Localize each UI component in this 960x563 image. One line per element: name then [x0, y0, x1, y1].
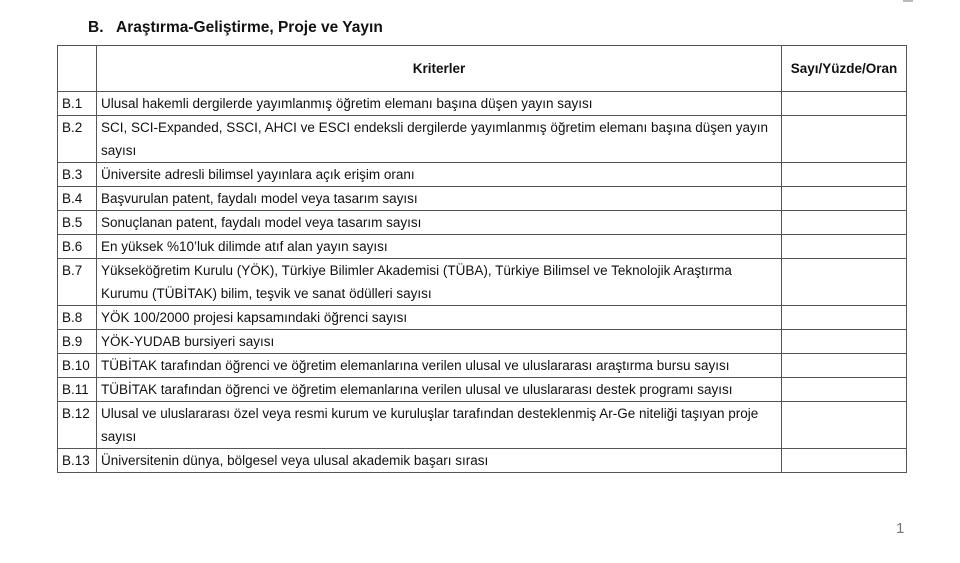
criteria-table: [57, 45, 907, 473]
header-row: [58, 46, 907, 92]
table-row: [58, 211, 907, 235]
row-criterion: En yüksek %10’luk dilimde atıf alan yayın sayısı: [97, 235, 782, 259]
table-row: [58, 402, 907, 449]
row-criterion: Sonuçlanan patent, faydalı model veya tasarım sayısı: [97, 211, 782, 235]
row-criterion: Üniversitenin dünya, bölgesel veya ulusal akademik başarı sırası: [97, 449, 782, 473]
row-id: B.5: [58, 211, 97, 235]
row-criterion: YÖK 100/2000 projesi kapsamındaki öğrenci sayısı: [97, 306, 782, 330]
table-row: [58, 235, 907, 259]
table-row: [58, 449, 907, 473]
row-value[interactable]: [782, 354, 907, 378]
table-row: [58, 306, 907, 330]
row-value[interactable]: [782, 259, 907, 306]
table-row: [58, 116, 907, 163]
row-id: B.2: [58, 116, 97, 163]
row-id: B.6: [58, 235, 97, 259]
table-row: [58, 92, 907, 116]
table-row: [58, 163, 907, 187]
section-title: Araştırma-Geliştirme, Proje ve Yayın: [116, 19, 383, 36]
section-number: B.: [88, 19, 104, 36]
row-value[interactable]: [782, 235, 907, 259]
row-id: B.8: [58, 306, 97, 330]
row-id: B.1: [58, 92, 97, 116]
table-row: [58, 378, 907, 402]
row-id: B.9: [58, 330, 97, 354]
header-value: Sayı/Yüzde/Oran: [782, 46, 907, 92]
row-value[interactable]: [782, 211, 907, 235]
row-value[interactable]: [782, 402, 907, 449]
page-corner-mark: [903, 0, 913, 2]
row-value[interactable]: [782, 92, 907, 116]
row-value[interactable]: [782, 330, 907, 354]
row-id: B.12: [58, 402, 97, 449]
row-criterion: Ulusal hakemli dergilerde yayımlanmış öğretim elemanı başına düşen yayın sayısı: [97, 92, 782, 116]
row-criterion: SCI, SCI-Expanded, SSCI, AHCI ve ESCI endeksli dergilerde yayımlanmış öğretim elemanı başına düşen yayın sayısı: [97, 116, 782, 163]
row-id: B.3: [58, 163, 97, 187]
row-value[interactable]: [782, 116, 907, 163]
row-id: B.13: [58, 449, 97, 473]
row-criterion: YÖK-YUDAB bursiyeri sayısı: [97, 330, 782, 354]
row-criterion: Yükseköğretim Kurulu (YÖK), Türkiye Bilimler Akademisi (TÜBA), Türkiye Bilimsel ve Teknolojik Araştırma Kurumu (TÜBİTAK) bilim, teşvik ve sanat ödülleri sayısı: [97, 259, 782, 306]
header-criteria: Kriterler: [97, 46, 782, 92]
table-row: [58, 259, 907, 306]
section-heading: [88, 19, 383, 37]
row-criterion: TÜBİTAK tarafından öğrenci ve öğretim elemanlarına verilen ulusal ve uluslararası araştırma bursu sayısı: [97, 354, 782, 378]
row-id: B.10: [58, 354, 97, 378]
row-criterion: Ulusal ve uluslararası özel veya resmi kurum ve kuruluşlar tarafından desteklenmiş Ar-Ge niteliği taşıyan proje sayısı: [97, 402, 782, 449]
header-id: [58, 46, 97, 92]
row-value[interactable]: [782, 378, 907, 402]
row-criterion: TÜBİTAK tarafından öğrenci ve öğretim elemanlarına verilen ulusal ve uluslararası destek programı sayısı: [97, 378, 782, 402]
table-row: [58, 330, 907, 354]
row-value[interactable]: [782, 163, 907, 187]
table-row: [58, 187, 907, 211]
row-id: B.7: [58, 259, 97, 306]
table-row: [58, 354, 907, 378]
row-value[interactable]: [782, 306, 907, 330]
row-value[interactable]: [782, 449, 907, 473]
row-id: B.4: [58, 187, 97, 211]
row-criterion: Başvurulan patent, faydalı model veya tasarım sayısı: [97, 187, 782, 211]
row-id: B.11: [58, 378, 97, 402]
page-number: 1: [896, 520, 905, 537]
row-criterion: Üniversite adresli bilimsel yayınlara açık erişim oranı: [97, 163, 782, 187]
row-value[interactable]: [782, 187, 907, 211]
